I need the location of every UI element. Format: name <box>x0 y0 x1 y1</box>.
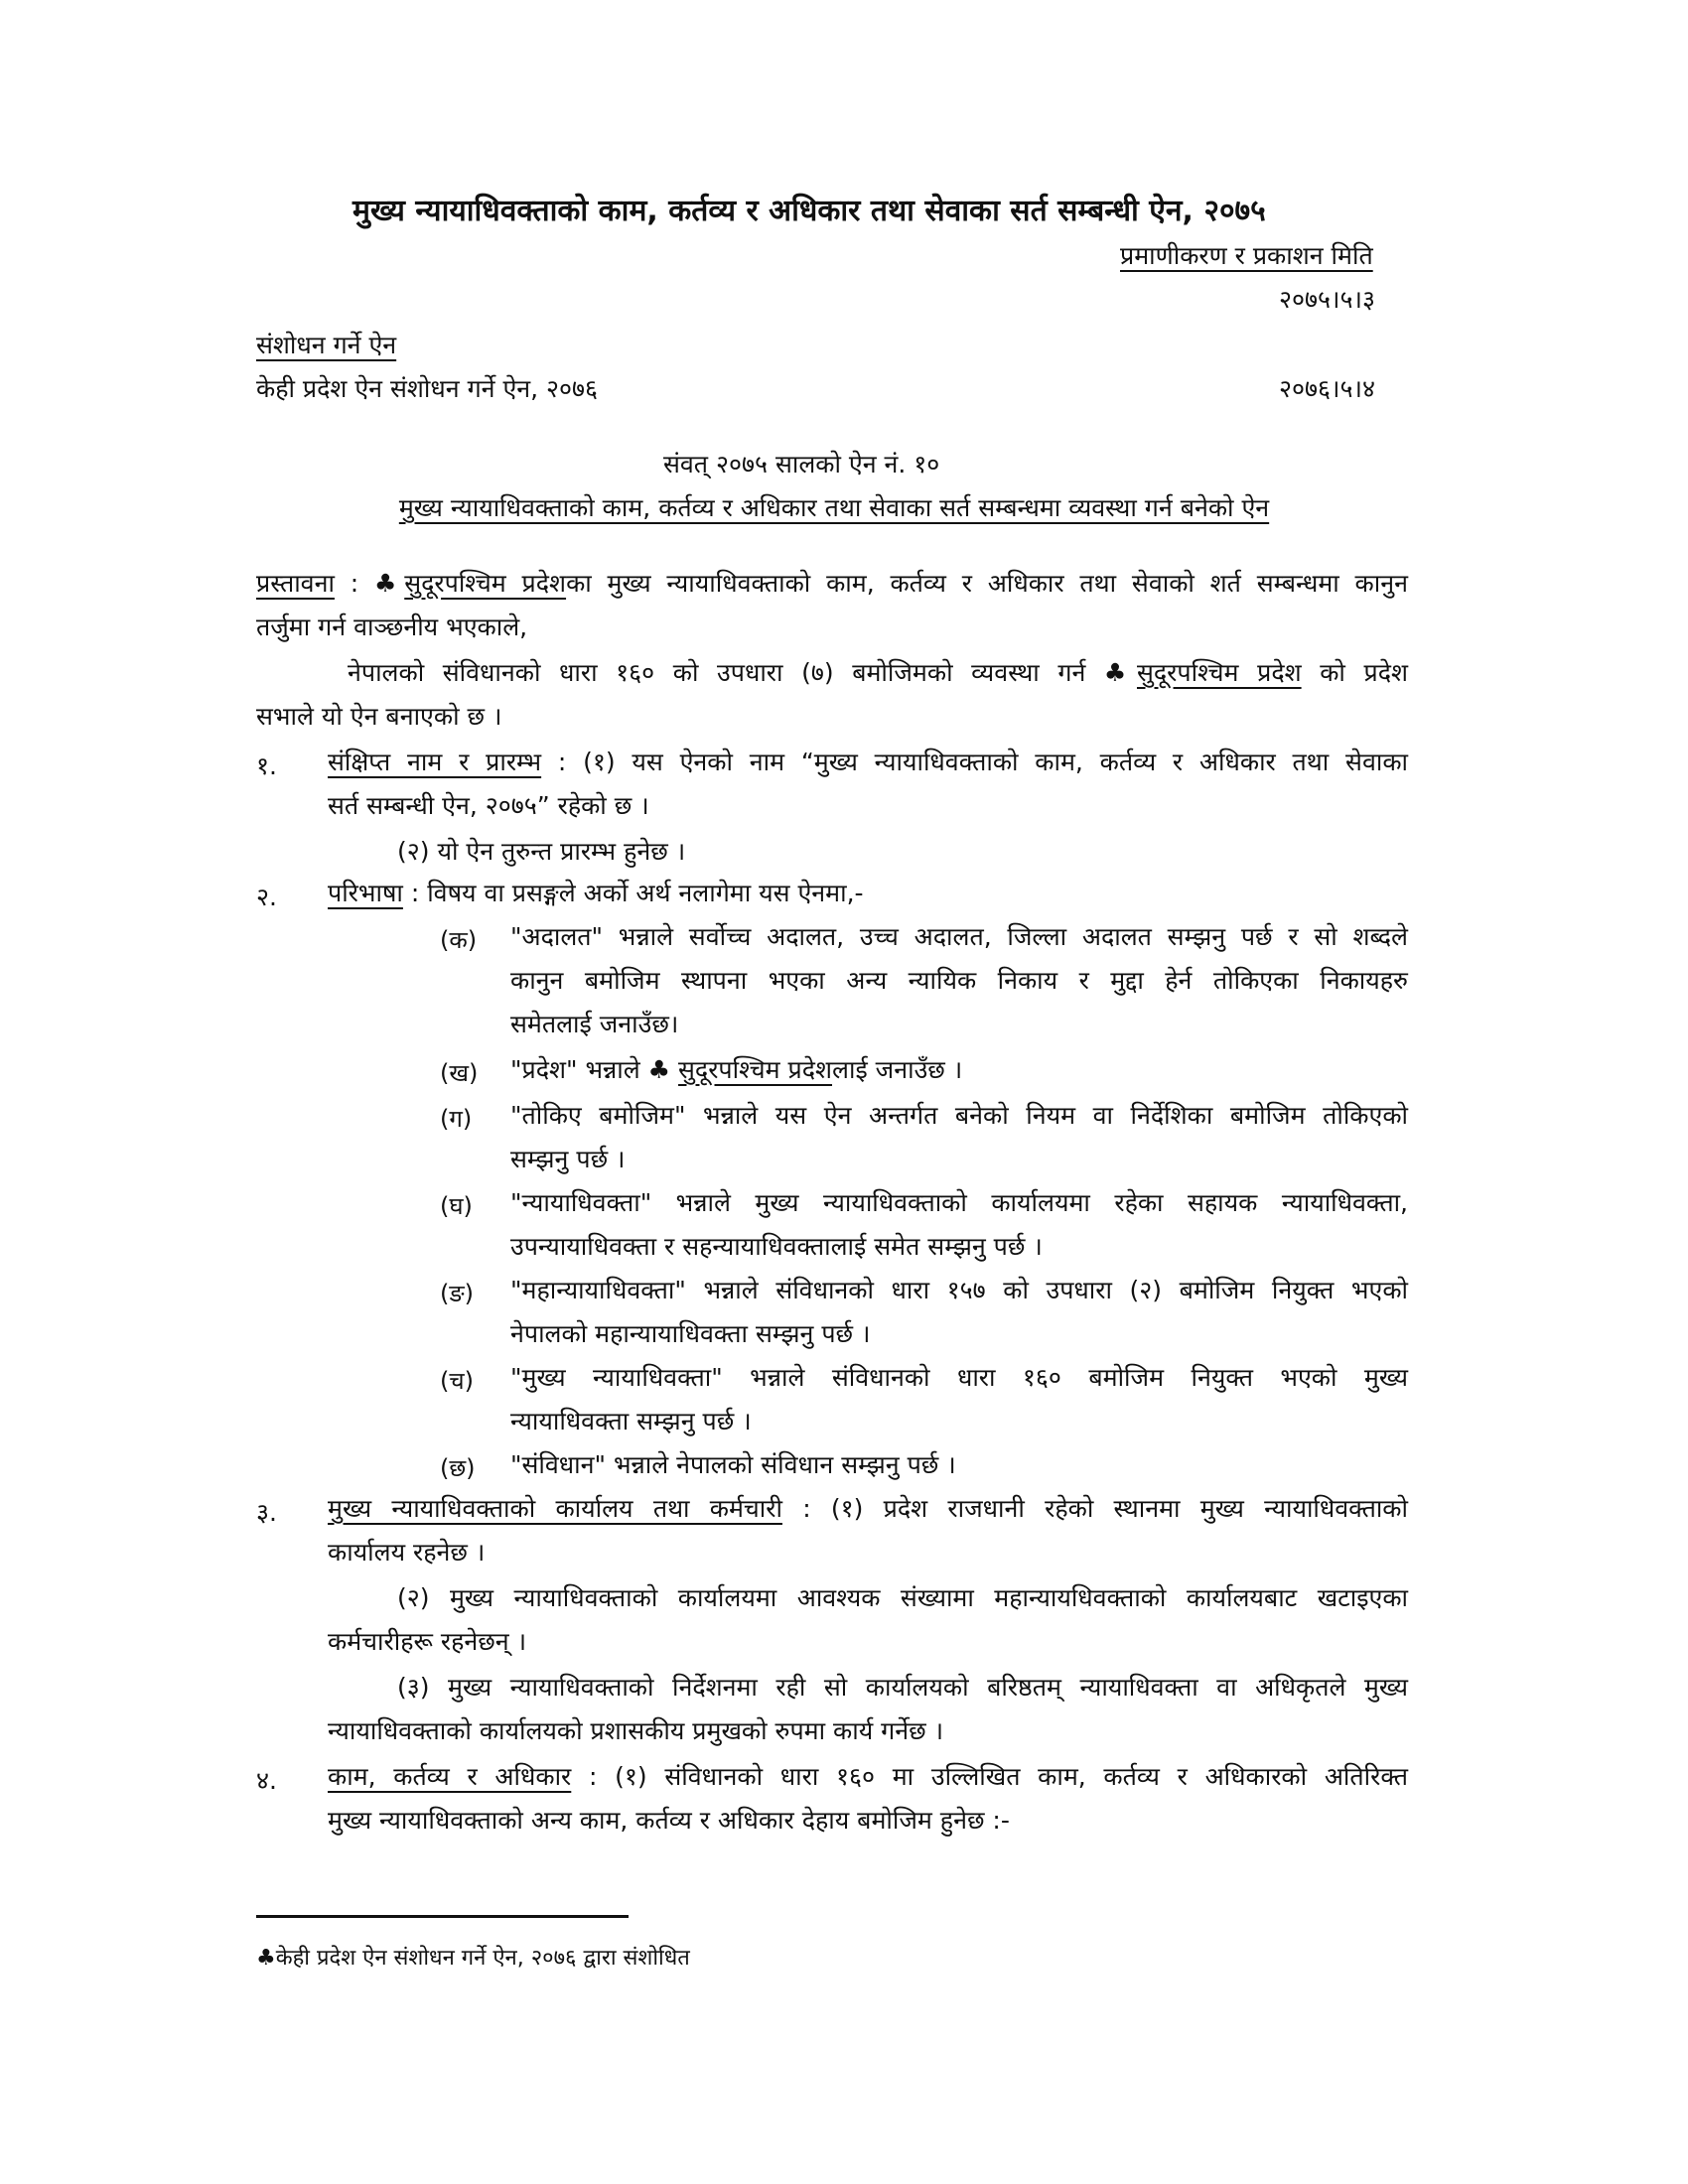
authentication-date: २०७५।५।३ <box>1279 285 1375 314</box>
section-3-sub-2: (२) मुख्य न्यायाधिवक्ताको कार्यालयमा आवश्यक संख्यामा महान्यायधिवक्ताको कार्यालयबाट खटाइएका <box>397 1583 1408 1612</box>
section-title: परिभाषा <box>328 879 403 907</box>
preamble-line-1: प्रस्तावना : ♣सुदूरपश्चिम प्रदेशका मुख्य न्यायाधिवक्ताको काम, कर्तव्य र अधिकार तथा सेवाको शर्त सम्बन्धमा कानुन <box>256 569 1408 598</box>
act-subtitle: मुख्य न्यायाधिवक्ताको काम, कर्तव्य र अधिकार तथा सेवाका सर्त सम्बन्धमा व्यवस्था गर्न बनेको ऐन <box>398 493 1270 522</box>
amendment-mark-icon: ♣ <box>373 569 405 598</box>
definition-line: "अदालत" भन्नाले सर्वोच्च अदालत, उच्च अदालत, जिल्ला अदालत सम्झनु पर्छ र सो शब्दले <box>510 922 1408 951</box>
definition-line: "महान्यायाधिवक्ता" भन्नाले संविधानको धारा १५७ को उपधारा (२) बमोजिम नियुक्त भएको <box>510 1276 1408 1304</box>
footnote: ♣केही प्रदेश ऐन संशोधन गर्ने ऐन, २०७६ द्वारा संशोधित <box>256 1946 690 1971</box>
item-label: (ख) <box>440 1059 479 1087</box>
section-3-sub-3: (३) मुख्य न्यायाधिवक्ताको निर्देशनमा रही सो कार्यालयको बरिष्ठतम् न्यायाधिवक्ता वा अधिकृतले मुख्य <box>397 1673 1408 1702</box>
definition-line: "प्रदेश" भन्नाले ♣ सुदूरपश्चिम प्रदेशलाई जनाउँछ । <box>510 1055 963 1084</box>
amendment-heading: संशोधन गर्ने ऐन <box>256 331 397 359</box>
province-name: सुदूरपश्चिम प्रदेश <box>1136 658 1302 687</box>
definition-line: समेतलाई जनाउँछ। <box>510 1010 679 1038</box>
amendment-mark-icon: ♣ <box>1103 658 1137 687</box>
preamble-line-2: तर्जुमा गर्न वाञ्छनीय भएकाले, <box>256 613 528 641</box>
section-number: ३. <box>256 1498 277 1527</box>
section-number: १. <box>256 751 277 780</box>
section-4-line-2: मुख्य न्यायाधिवक्ताको अन्य काम, कर्तव्य र अधिकार देहाय बमोजिम हुनेछ :- <box>328 1806 1010 1835</box>
preamble-line-4: सभाले यो ऐन बनाएको छ । <box>256 702 502 731</box>
definition-line: सम्झनु पर्छ । <box>510 1145 626 1173</box>
section-1-sub-2: (२) यो ऐन तुरुन्त प्रारम्भ हुनेछ । <box>397 837 686 866</box>
section-3-sub-2-cont: कर्मचारीहरू रहनेछन् । <box>328 1627 527 1656</box>
section-3-line-2: कार्यालय रहनेछ । <box>328 1538 486 1567</box>
preamble-label: प्रस्तावना <box>256 569 335 598</box>
amendment-date: २०७६।५।४ <box>1279 374 1375 403</box>
definition-line: "संविधान" भन्नाले नेपालको संविधान सम्झनु पर्छ । <box>510 1450 956 1479</box>
authentication-label: प्रमाणीकरण र प्रकाशन मिति <box>1120 241 1373 270</box>
definition-line: उपन्यायाधिवक्ता र सहन्यायाधिवक्तालाई समेत सम्झनु पर्छ । <box>510 1232 1043 1261</box>
province-name: सुदूरपश्चिम प्रदेश <box>404 569 567 598</box>
footnote-divider <box>256 1915 629 1918</box>
section-3-line-1: मुख्य न्यायाधिवक्ताको कार्यालय तथा कर्मचारी : (१) प्रदेश राजधानी रहेको स्थानमा मुख्य न्यायाधिवक्ताको <box>328 1494 1408 1523</box>
province-name: सुदूरपश्चिम प्रदेश <box>678 1055 833 1084</box>
section-title: काम, कर्तव्य र अधिकार <box>328 1762 572 1791</box>
act-number: संवत् २०७५ सालको ऐन नं. १० <box>663 450 940 478</box>
section-title: मुख्य न्यायाधिवक्ताको कार्यालय तथा कर्मचारी <box>328 1494 782 1523</box>
item-label: (ङ) <box>440 1280 475 1307</box>
section-3-sub-3-cont: न्यायाधिवक्ताको कार्यालयको प्रशासकीय प्रमुखको रुपमा कार्य गर्नेछ । <box>328 1716 944 1745</box>
item-label: (ग) <box>440 1105 473 1133</box>
section-number: २. <box>256 883 277 911</box>
definition-line: "मुख्य न्यायाधिवक्ता" भन्नाले संविधानको धारा १६० बमोजिम नियुक्त भएको मुख्य <box>510 1363 1408 1392</box>
section-number: ४. <box>256 1766 277 1795</box>
item-label: (घ) <box>440 1192 473 1220</box>
definition-line: "न्यायाधिवक्ता" भन्नाले मुख्य न्यायाधिवक्ताको कार्यालयमा रहेका सहायक न्यायाधिवक्ता, <box>510 1188 1408 1217</box>
definition-line: "तोकिए बमोजिम" भन्नाले यस ऐन अन्तर्गत बनेको नियम वा निर्देशिका बमोजिम तोकिएको <box>510 1101 1408 1130</box>
preamble-line-3: नेपालको संविधानको धारा १६० को उपधारा (७) बमोजिमको व्यवस्था गर्न ♣सुदूरपश्चिम प्रदेश को प्रदेश <box>348 658 1408 687</box>
act-title: मुख्य न्यायाधिवक्ताको काम, कर्तव्य र अधिकार तथा सेवाका सर्त सम्बन्धी ऐन, २०७५ <box>352 194 1266 228</box>
item-label: (छ) <box>440 1454 476 1482</box>
definition-line: न्यायाधिवक्ता सम्झनु पर्छ । <box>510 1407 752 1435</box>
amendment-act: केही प्रदेश ऐन संशोधन गर्ने ऐन, २०७६ <box>256 374 599 403</box>
item-label: (क) <box>440 926 478 954</box>
section-title: संक्षिप्त नाम र प्रारम्भ <box>328 748 542 776</box>
section-1-line-2: सर्त सम्बन्धी ऐन, २०७५” रहेको छ । <box>328 791 649 820</box>
item-label: (च) <box>440 1367 474 1395</box>
amendment-mark-icon: ♣ <box>647 1055 671 1084</box>
definition-line: नेपालको महान्यायाधिवक्ता सम्झनु पर्छ । <box>510 1319 871 1348</box>
amendment-mark-icon: ♣ <box>256 1946 276 1971</box>
definition-line: कानुन बमोजिम स्थापना भएका अन्य न्यायिक निकाय र मुद्दा हेर्न तोकिएका निकायहरु <box>510 966 1408 995</box>
section-4-line-1: काम, कर्तव्य र अधिकार : (१) संविधानको धारा १६० मा उल्लिखित काम, कर्तव्य र अधिकारको अतिरिक्त <box>328 1762 1408 1791</box>
section-2-intro: परिभाषा : विषय वा प्रसङ्गले अर्को अर्थ नलागेमा यस ऐनमा,- <box>328 879 864 907</box>
section-1-line-1: संक्षिप्त नाम र प्रारम्भ : (१) यस ऐनको नाम “मुख्य न्यायाधिवक्ताको काम, कर्तव्य र अधिकार तथा सेवाका <box>328 748 1408 776</box>
